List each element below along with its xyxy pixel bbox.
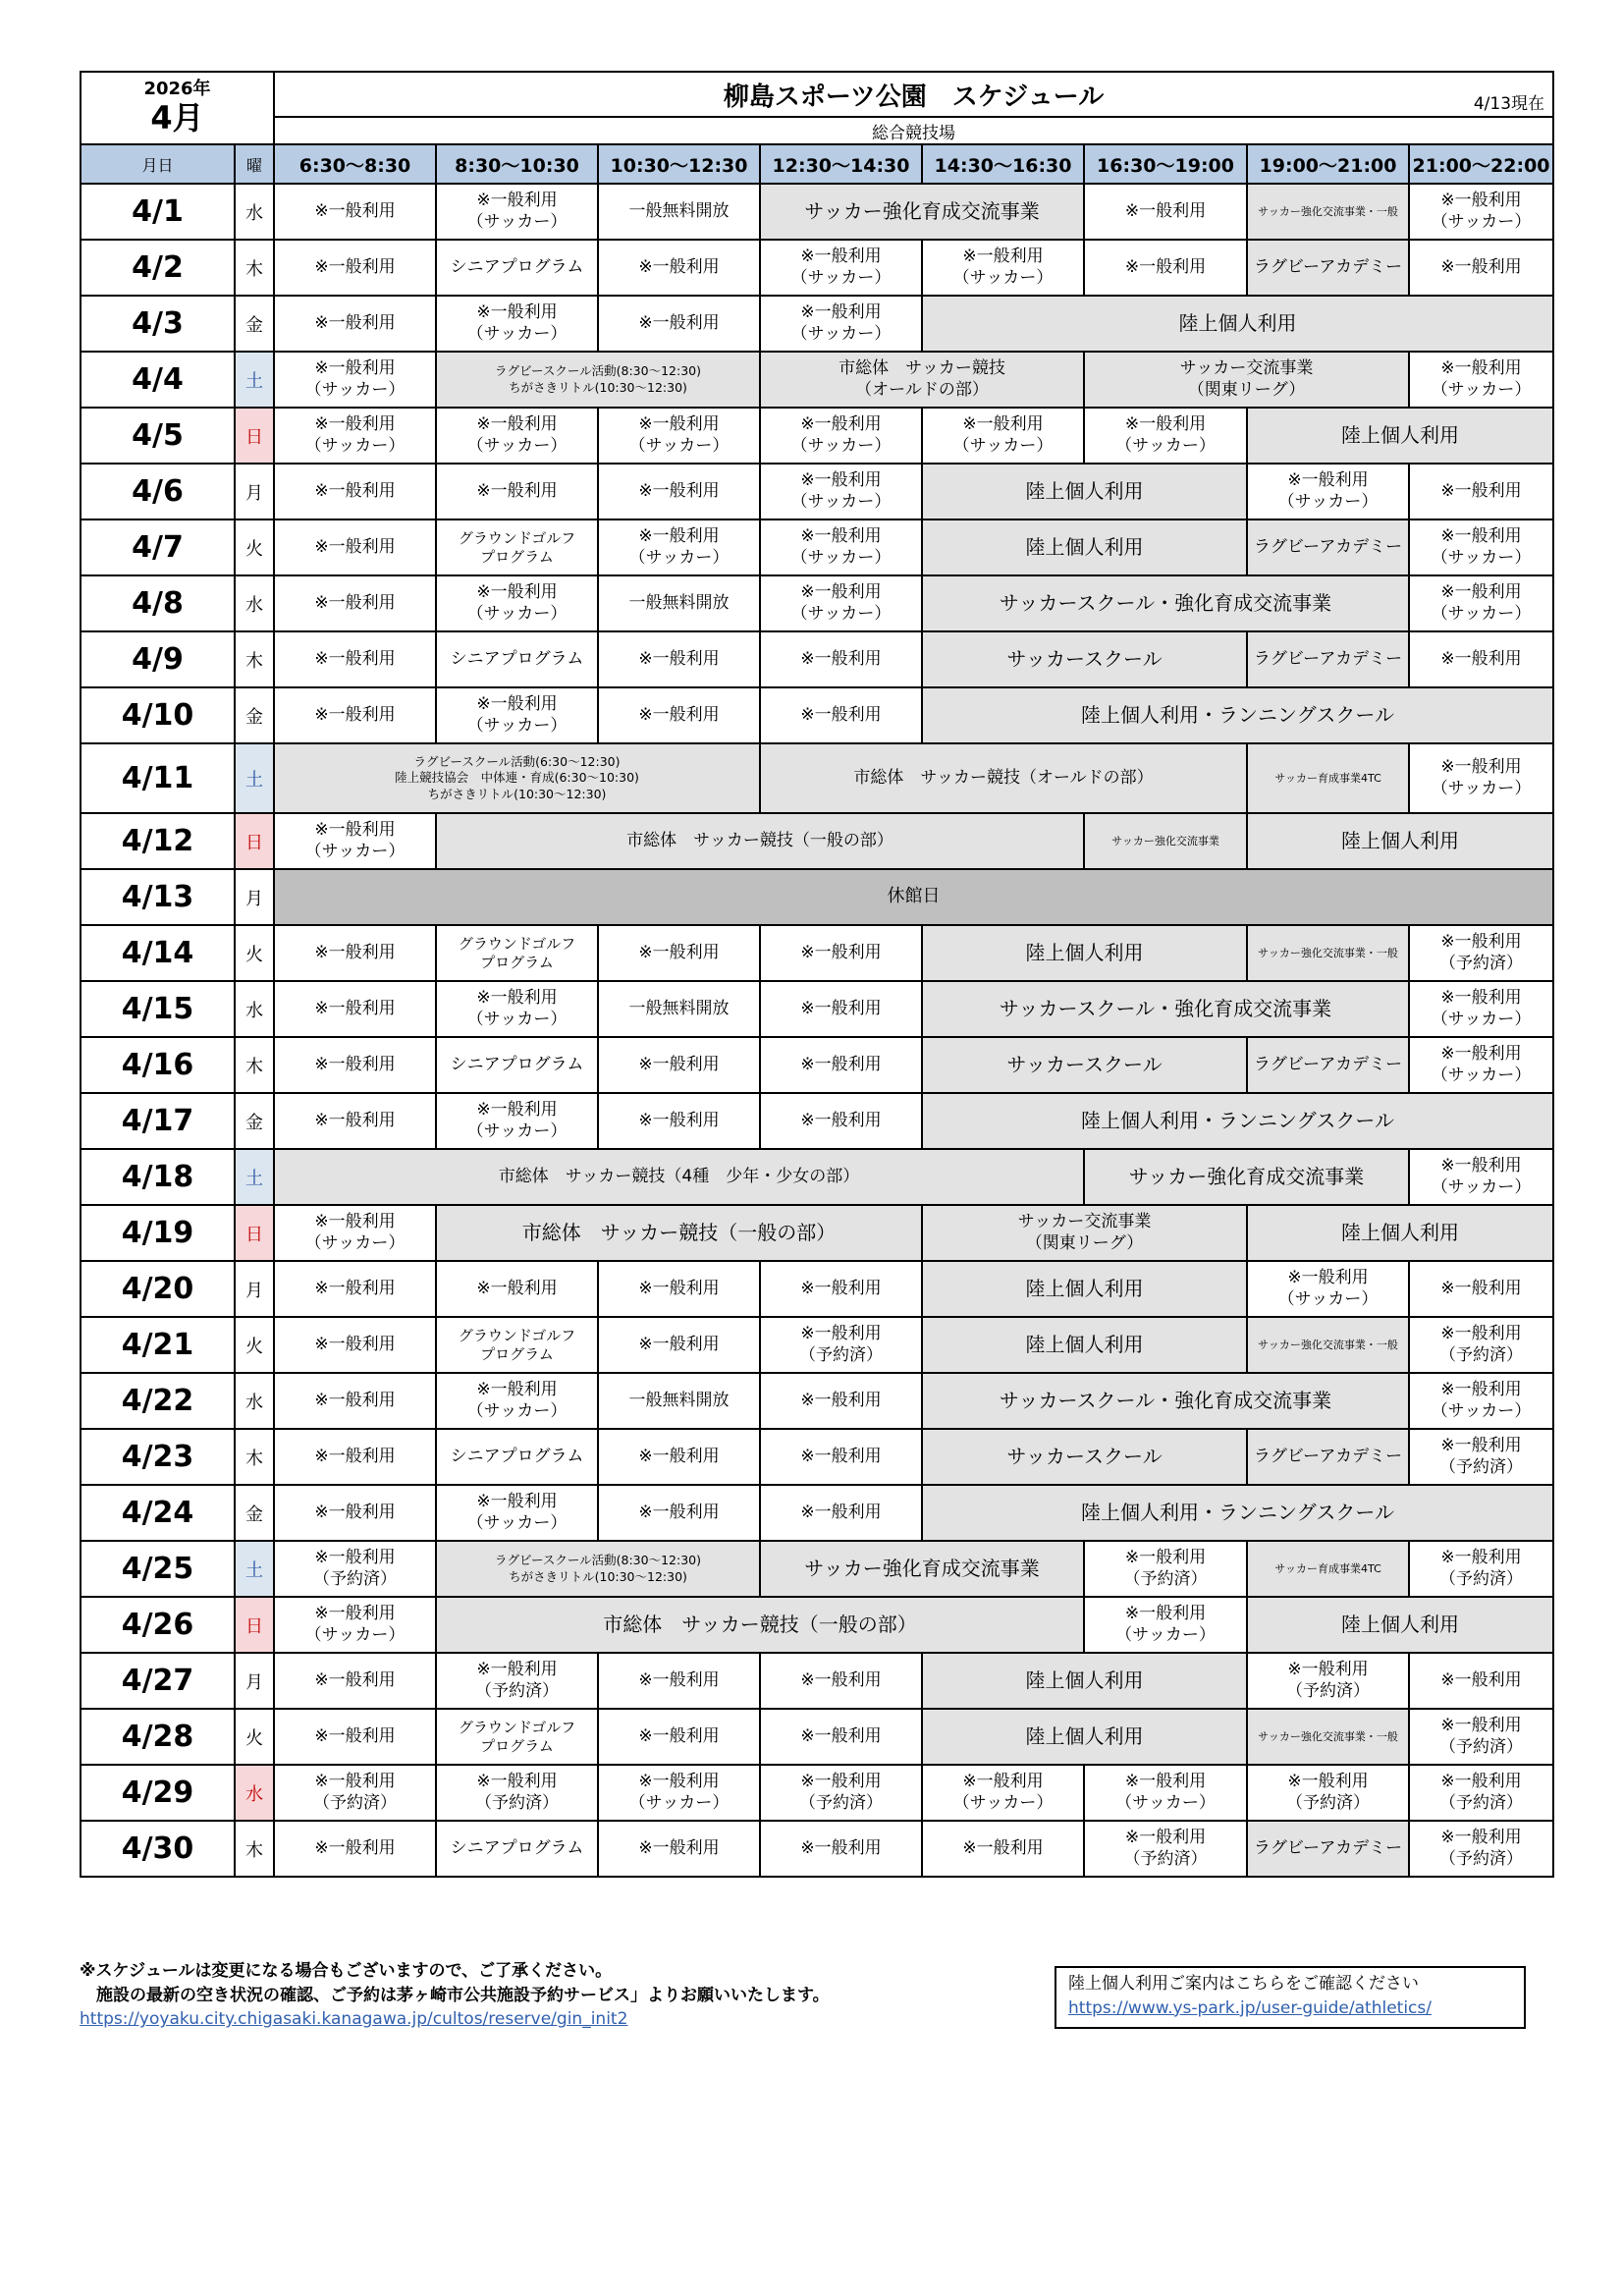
schedule-cell: シニアプログラム: [436, 1821, 598, 1877]
schedule-cell: ※一般利用: [922, 1821, 1084, 1877]
schedule-cell: ※一般利用: [1409, 240, 1553, 296]
schedule-row: [81, 687, 1553, 743]
schedule-row: [81, 575, 1553, 631]
schedule-cell: ※一般利用 （予約済）: [1084, 1541, 1247, 1597]
schedule-cell: ※一般利用: [1409, 1653, 1553, 1709]
schedule-cell: ※一般利用: [598, 1653, 760, 1709]
schedule-cell: ※一般利用: [274, 631, 436, 687]
row-date: 4/27: [81, 1653, 235, 1709]
schedule-cell: ※一般利用: [274, 1317, 436, 1373]
row-weekday: 日: [235, 813, 274, 869]
schedule-cell: シニアプログラム: [436, 1037, 598, 1093]
schedule-cell: 市総体 サッカー競技（4種 少年・少女の部）: [274, 1149, 1084, 1205]
schedule-cell: ※一般利用 （サッカー）: [436, 1093, 598, 1149]
schedule-cell: サッカースクール・強化育成交流事業: [922, 1373, 1409, 1429]
schedule-row: [81, 1261, 1553, 1317]
schedule-cell: ※一般利用 （予約済）: [1084, 1821, 1247, 1877]
row-weekday: 月: [235, 464, 274, 519]
note-line-2: 施設の最新の空き状況の確認、ご予約は茅ヶ崎市公共施設予約サービス」よりお願いいたします。: [80, 1985, 830, 2005]
schedule-cell: 陸上個人利用: [922, 925, 1247, 981]
schedule-cell: ※一般利用 （サッカー）: [1409, 981, 1553, 1037]
row-weekday: 水: [235, 1373, 274, 1429]
schedule-cell: ※一般利用 （サッカー）: [1084, 1765, 1247, 1821]
schedule-row: [81, 184, 1553, 240]
schedule-cell: サッカー交流事業 （関東リーグ）: [922, 1205, 1247, 1261]
schedule-cell: ※一般利用 （サッカー）: [436, 687, 598, 743]
schedule-cell: ラグビーアカデミー: [1247, 1821, 1409, 1877]
schedule-cell: ※一般利用: [274, 925, 436, 981]
schedule-cell: ※一般利用: [1409, 1261, 1553, 1317]
schedule-cell: グラウンドゴルフ プログラム: [436, 1317, 598, 1373]
schedule-cell: ※一般利用 （サッカー）: [436, 575, 598, 631]
schedule-cell: 陸上個人利用: [1247, 408, 1553, 464]
time-slot-header: 19:00～21:00: [1247, 144, 1409, 184]
row-date: 4/25: [81, 1541, 235, 1597]
schedule-cell: ※一般利用 （サッカー）: [274, 408, 436, 464]
schedule-cell: サッカースクール: [922, 1429, 1247, 1485]
page-title-cell: [274, 72, 1553, 117]
schedule-cell: サッカー強化育成交流事業: [760, 184, 1084, 240]
schedule-row: [81, 1653, 1553, 1709]
row-date: 4/22: [81, 1373, 235, 1429]
row-weekday: 金: [235, 296, 274, 352]
schedule-cell: ※一般利用 （サッカー）: [274, 813, 436, 869]
schedule-cell: ※一般利用 （予約済）: [760, 1317, 922, 1373]
schedule-cell: ※一般利用 （予約済）: [436, 1653, 598, 1709]
schedule-cell: ※一般利用 （サッカー）: [1409, 1373, 1553, 1429]
schedule-cell: ※一般利用: [274, 1373, 436, 1429]
schedule-cell: ※一般利用 （予約済）: [1247, 1765, 1409, 1821]
schedule-cell: ※一般利用: [274, 1821, 436, 1877]
schedule-cell: ※一般利用 （サッカー）: [1247, 464, 1409, 519]
schedule-row: [81, 1149, 1553, 1205]
footer-notes: [80, 1959, 830, 2032]
schedule-cell: ※一般利用: [598, 296, 760, 352]
row-date: 4/6: [81, 464, 235, 519]
schedule-row: [81, 519, 1553, 575]
schedule-cell: サッカースクール・強化育成交流事業: [922, 575, 1409, 631]
schedule-cell: ※一般利用: [760, 1373, 922, 1429]
row-weekday: 木: [235, 1821, 274, 1877]
schedule-cell: ※一般利用 （サッカー）: [436, 981, 598, 1037]
schedule-cell: ※一般利用 （サッカー）: [1409, 352, 1553, 408]
schedule-cell: ※一般利用: [1409, 631, 1553, 687]
row-date: 4/3: [81, 296, 235, 352]
schedule-cell: ※一般利用: [760, 1821, 922, 1877]
schedule-cell: ※一般利用: [760, 1485, 922, 1541]
schedule-cell: ※一般利用: [760, 981, 922, 1037]
schedule-row: [81, 1373, 1553, 1429]
month-label: 4月: [150, 98, 204, 137]
schedule-cell: ※一般利用 （予約済）: [1409, 1429, 1553, 1485]
row-date: 4/1: [81, 184, 235, 240]
schedule-row: [81, 240, 1553, 296]
schedule-cell: ※一般利用 （サッカー）: [1409, 519, 1553, 575]
schedule-cell: サッカー強化交流事業: [1084, 813, 1247, 869]
schedule-cell: ※一般利用: [274, 981, 436, 1037]
schedule-cell: ※一般利用 （サッカー）: [922, 408, 1084, 464]
schedule-cell: サッカー強化交流事業・一般: [1247, 1709, 1409, 1765]
schedule-cell: ※一般利用 （予約済）: [760, 1765, 922, 1821]
schedule-row: [81, 1597, 1553, 1653]
athletics-info-link[interactable]: https://www.ys-park.jp/user-guide/athletics/: [1068, 1997, 1432, 2018]
schedule-cell: サッカースクール: [922, 631, 1247, 687]
row-date: 4/12: [81, 813, 235, 869]
schedule-sheet: [80, 71, 1552, 1878]
row-weekday: 木: [235, 1429, 274, 1485]
col-dow-header: 曜: [235, 144, 274, 184]
schedule-cell: ※一般利用 （サッカー）: [760, 408, 922, 464]
schedule-cell: ※一般利用: [760, 1653, 922, 1709]
schedule-row: [81, 631, 1553, 687]
closed-day-cell: 休館日: [274, 869, 1553, 925]
venue-name: 総合競技場: [274, 117, 1553, 144]
schedule-cell: ※一般利用: [760, 687, 922, 743]
schedule-cell: 陸上個人利用: [922, 1653, 1247, 1709]
schedule-cell: ※一般利用: [274, 1261, 436, 1317]
athletics-info-box: [1055, 1966, 1526, 2029]
row-date: 4/16: [81, 1037, 235, 1093]
schedule-cell: 市総体 サッカー競技（一般の部）: [436, 1597, 1084, 1653]
schedule-cell: サッカー強化育成交流事業: [760, 1541, 1084, 1597]
schedule-cell: 陸上個人利用・ランニングスクール: [922, 687, 1553, 743]
schedule-cell: ※一般利用 （予約済）: [274, 1541, 436, 1597]
schedule-row: [81, 352, 1553, 408]
schedule-cell: ※一般利用: [274, 296, 436, 352]
row-date: 4/5: [81, 408, 235, 464]
schedule-cell: ※一般利用 （サッカー）: [1409, 743, 1553, 813]
schedule-cell: サッカー育成事業4TC: [1247, 743, 1409, 813]
schedule-cell: ※一般利用 （サッカー）: [598, 408, 760, 464]
row-date: 4/23: [81, 1429, 235, 1485]
row-weekday: 土: [235, 1149, 274, 1205]
schedule-cell: ※一般利用 （サッカー）: [436, 296, 598, 352]
schedule-cell: ※一般利用 （サッカー）: [598, 519, 760, 575]
row-date: 4/21: [81, 1317, 235, 1373]
schedule-cell: 陸上個人利用・ランニングスクール: [922, 1485, 1553, 1541]
schedule-row: [81, 869, 1553, 925]
schedule-row: [81, 296, 1553, 352]
schedule-cell: グラウンドゴルフ プログラム: [436, 519, 598, 575]
schedule-cell: 陸上個人利用・ランニングスクール: [922, 1093, 1553, 1149]
schedule-cell: ※一般利用: [274, 1429, 436, 1485]
schedule-cell: ※一般利用 （サッカー）: [760, 464, 922, 519]
schedule-cell: ※一般利用: [598, 1709, 760, 1765]
schedule-cell: 市総体 サッカー競技（オールドの部）: [760, 743, 1247, 813]
schedule-cell: ※一般利用 （サッカー）: [274, 352, 436, 408]
reservation-link[interactable]: https://yoyaku.city.chigasaki.kanagawa.jp/cultos/reserve/gin_init2: [80, 2009, 628, 2030]
note-line-1: ※スケジュールは変更になる場合もございますので、ご了承ください。: [80, 1961, 613, 1981]
as-of-date: 4/13現在: [1473, 94, 1545, 114]
schedule-cell: ※一般利用 （サッカー）: [1409, 1149, 1553, 1205]
column-header-row: [81, 144, 1553, 184]
schedule-cell: ※一般利用 （サッカー）: [760, 296, 922, 352]
schedule-cell: ※一般利用: [274, 1653, 436, 1709]
schedule-cell: ※一般利用 （予約済）: [436, 1765, 598, 1821]
schedule-cell: ※一般利用 （サッカー）: [1409, 184, 1553, 240]
schedule-row: [81, 1765, 1553, 1821]
row-weekday: 木: [235, 1037, 274, 1093]
schedule-cell: サッカー強化交流事業・一般: [1247, 1317, 1409, 1373]
schedule-cell: ※一般利用: [274, 575, 436, 631]
schedule-cell: ※一般利用 （サッカー）: [922, 240, 1084, 296]
row-weekday: 月: [235, 1261, 274, 1317]
row-date: 4/2: [81, 240, 235, 296]
row-weekday: 金: [235, 1093, 274, 1149]
schedule-row: [81, 1317, 1553, 1373]
schedule-row: [81, 1093, 1553, 1149]
schedule-cell: ※一般利用: [760, 1261, 922, 1317]
col-date-header: 月日: [81, 144, 235, 184]
schedule-row: [81, 981, 1553, 1037]
schedule-cell: サッカースクール: [922, 1037, 1247, 1093]
row-date: 4/10: [81, 687, 235, 743]
schedule-cell: ※一般利用: [274, 184, 436, 240]
schedule-cell: ※一般利用 （サッカー）: [598, 1765, 760, 1821]
schedule-cell: ※一般利用: [598, 1429, 760, 1485]
row-date: 4/18: [81, 1149, 235, 1205]
schedule-cell: ※一般利用 （予約済）: [1409, 1709, 1553, 1765]
schedule-cell: ※一般利用: [760, 925, 922, 981]
schedule-row: [81, 1037, 1553, 1093]
row-weekday: 金: [235, 687, 274, 743]
schedule-row: [81, 464, 1553, 519]
schedule-cell: 陸上個人利用: [922, 296, 1553, 352]
schedule-row: [81, 925, 1553, 981]
schedule-row: [81, 1821, 1553, 1877]
schedule-cell: ※一般利用: [598, 925, 760, 981]
schedule-cell: ※一般利用: [1084, 184, 1247, 240]
schedule-cell: ※一般利用 （サッカー）: [436, 408, 598, 464]
schedule-cell: ※一般利用 （サッカー）: [1409, 575, 1553, 631]
schedule-cell: 陸上個人利用: [922, 1261, 1247, 1317]
schedule-cell: ※一般利用: [436, 464, 598, 519]
schedule-cell: サッカースクール・強化育成交流事業: [922, 981, 1409, 1037]
schedule-cell: ※一般利用: [760, 631, 922, 687]
schedule-cell: ※一般利用 （予約済）: [274, 1765, 436, 1821]
time-slot-header: 6:30～8:30: [274, 144, 436, 184]
schedule-cell: ※一般利用: [274, 1037, 436, 1093]
schedule-cell: サッカー強化交流事業・一般: [1247, 925, 1409, 981]
time-slot-header: 10:30～12:30: [598, 144, 760, 184]
schedule-cell: 一般無料開放: [598, 184, 760, 240]
year-month-cell: [81, 72, 274, 144]
row-date: 4/28: [81, 1709, 235, 1765]
row-weekday: 金: [235, 1485, 274, 1541]
schedule-cell: ※一般利用: [760, 1037, 922, 1093]
schedule-cell: ※一般利用 （サッカー）: [760, 519, 922, 575]
row-weekday: 土: [235, 1541, 274, 1597]
schedule-row: [81, 743, 1553, 813]
schedule-cell: ラグビースクール活動(6:30～12:30) 陸上競技協会 中体連・育成(6:30～10:30) ちがさきリトル(10:30～12:30): [274, 743, 760, 813]
schedule-cell: ※一般利用: [598, 631, 760, 687]
schedule-cell: ※一般利用 （サッカー）: [436, 1373, 598, 1429]
row-weekday: 木: [235, 240, 274, 296]
schedule-cell: 陸上個人利用: [1247, 1597, 1553, 1653]
time-slot-header: 12:30～14:30: [760, 144, 922, 184]
schedule-cell: ※一般利用: [598, 240, 760, 296]
schedule-cell: 陸上個人利用: [922, 1317, 1247, 1373]
schedule-cell: グラウンドゴルフ プログラム: [436, 1709, 598, 1765]
schedule-cell: ※一般利用: [598, 1093, 760, 1149]
schedule-cell: ラグビーアカデミー: [1247, 240, 1409, 296]
schedule-cell: ※一般利用: [598, 1821, 760, 1877]
row-date: 4/29: [81, 1765, 235, 1821]
schedule-cell: ※一般利用: [436, 1261, 598, 1317]
schedule-cell: ※一般利用 （サッカー）: [1247, 1261, 1409, 1317]
schedule-row: [81, 1429, 1553, 1485]
schedule-cell: ※一般利用: [598, 1037, 760, 1093]
schedule-cell: ※一般利用 （サッカー）: [274, 1205, 436, 1261]
schedule-cell: ※一般利用: [760, 1429, 922, 1485]
schedule-cell: ラグビーアカデミー: [1247, 1429, 1409, 1485]
schedule-cell: ※一般利用: [274, 1709, 436, 1765]
row-weekday: 水: [235, 1765, 274, 1821]
schedule-cell: ※一般利用 （サッカー）: [922, 1765, 1084, 1821]
row-date: 4/26: [81, 1597, 235, 1653]
schedule-cell: ※一般利用 （サッカー）: [436, 1485, 598, 1541]
athletics-info-text: 陸上個人利用ご案内はこちらをご確認ください: [1068, 1974, 1419, 1994]
row-date: 4/15: [81, 981, 235, 1037]
row-date: 4/7: [81, 519, 235, 575]
schedule-cell: ※一般利用: [760, 1709, 922, 1765]
time-slot-header: 16:30～19:00: [1084, 144, 1247, 184]
schedule-cell: ※一般利用 （サッカー）: [760, 240, 922, 296]
schedule-cell: サッカー強化育成交流事業: [1084, 1149, 1409, 1205]
row-weekday: 日: [235, 1205, 274, 1261]
row-weekday: 木: [235, 631, 274, 687]
schedule-row: [81, 1541, 1553, 1597]
schedule-cell: ※一般利用: [598, 1261, 760, 1317]
page-title: 柳島スポーツ公園 スケジュール: [723, 82, 1105, 112]
row-weekday: 水: [235, 981, 274, 1037]
schedule-cell: 市総体 サッカー競技 （オールドの部）: [760, 352, 1084, 408]
schedule-cell: ※一般利用 （予約済）: [1247, 1653, 1409, 1709]
schedule-cell: ※一般利用: [274, 687, 436, 743]
row-weekday: 月: [235, 869, 274, 925]
schedule-cell: ※一般利用 （サッカー）: [1084, 1597, 1247, 1653]
row-date: 4/20: [81, 1261, 235, 1317]
schedule-cell: サッカー育成事業4TC: [1247, 1541, 1409, 1597]
schedule-cell: ※一般利用 （予約済）: [1409, 1541, 1553, 1597]
schedule-cell: ※一般利用 （サッカー）: [760, 575, 922, 631]
schedule-cell: ※一般利用: [598, 1317, 760, 1373]
row-date: 4/11: [81, 743, 235, 813]
row-date: 4/24: [81, 1485, 235, 1541]
schedule-cell: ※一般利用 （サッカー）: [436, 184, 598, 240]
row-weekday: 日: [235, 408, 274, 464]
row-weekday: 水: [235, 575, 274, 631]
schedule-cell: ラグビーアカデミー: [1247, 631, 1409, 687]
row-date: 4/8: [81, 575, 235, 631]
schedule-cell: ※一般利用 （予約済）: [1409, 1317, 1553, 1373]
schedule-cell: ラグビーアカデミー: [1247, 1037, 1409, 1093]
schedule-cell: ※一般利用: [760, 1093, 922, 1149]
year-label: 2026年: [143, 79, 211, 100]
row-weekday: 土: [235, 352, 274, 408]
schedule-cell: サッカー強化交流事業・一般: [1247, 184, 1409, 240]
schedule-row: [81, 813, 1553, 869]
schedule-cell: 一般無料開放: [598, 1373, 760, 1429]
row-weekday: 月: [235, 1653, 274, 1709]
row-date: 4/4: [81, 352, 235, 408]
schedule-row: [81, 1485, 1553, 1541]
row-date: 4/17: [81, 1093, 235, 1149]
schedule-cell: 市総体 サッカー競技（一般の部）: [436, 1205, 922, 1261]
time-slot-header: 8:30～10:30: [436, 144, 598, 184]
schedule-cell: ※一般利用 （サッカー）: [274, 1597, 436, 1653]
schedule-cell: 陸上個人利用: [1247, 1205, 1553, 1261]
schedule-cell: シニアプログラム: [436, 240, 598, 296]
row-weekday: 火: [235, 925, 274, 981]
schedule-cell: ※一般利用: [598, 687, 760, 743]
row-weekday: 日: [235, 1597, 274, 1653]
schedule-cell: ラグビーアカデミー: [1247, 519, 1409, 575]
schedule-row: [81, 1205, 1553, 1261]
row-date: 4/19: [81, 1205, 235, 1261]
schedule-cell: 市総体 サッカー競技（一般の部）: [436, 813, 1084, 869]
schedule-table: [80, 71, 1554, 1878]
time-slot-header: 21:00～22:00: [1409, 144, 1553, 184]
row-weekday: 火: [235, 1317, 274, 1373]
schedule-cell: ラグビースクール活動(8:30～12:30) ちがさきリトル(10:30～12:30): [436, 352, 760, 408]
schedule-cell: グラウンドゴルフ プログラム: [436, 925, 598, 981]
schedule-cell: 陸上個人利用: [922, 464, 1247, 519]
row-weekday: 火: [235, 1709, 274, 1765]
schedule-cell: ※一般利用 （予約済）: [1409, 1765, 1553, 1821]
schedule-cell: ※一般利用 （サッカー）: [1084, 408, 1247, 464]
row-date: 4/30: [81, 1821, 235, 1877]
row-weekday: 火: [235, 519, 274, 575]
schedule-cell: 陸上個人利用: [922, 1709, 1247, 1765]
schedule-cell: 一般無料開放: [598, 981, 760, 1037]
row-date: 4/9: [81, 631, 235, 687]
schedule-cell: 陸上個人利用: [922, 519, 1247, 575]
schedule-row: [81, 1709, 1553, 1765]
schedule-cell: ※一般利用: [598, 464, 760, 519]
schedule-cell: ※一般利用: [274, 464, 436, 519]
schedule-cell: 一般無料開放: [598, 575, 760, 631]
schedule-row: [81, 408, 1553, 464]
schedule-cell: ※一般利用 （予約済）: [1409, 925, 1553, 981]
schedule-cell: サッカー交流事業 （関東リーグ）: [1084, 352, 1409, 408]
schedule-cell: 陸上個人利用: [1247, 813, 1553, 869]
schedule-cell: ※一般利用: [274, 1093, 436, 1149]
schedule-cell: ※一般利用: [274, 240, 436, 296]
schedule-cell: ラグビースクール活動(8:30～12:30) ちがさきリトル(10:30～12:30): [436, 1541, 760, 1597]
schedule-cell: ※一般利用 （サッカー）: [1409, 1037, 1553, 1093]
schedule-cell: ※一般利用: [274, 1485, 436, 1541]
schedule-cell: ※一般利用: [274, 519, 436, 575]
schedule-cell: ※一般利用 （予約済）: [1409, 1821, 1553, 1877]
time-slot-header: 14:30～16:30: [922, 144, 1084, 184]
row-date: 4/14: [81, 925, 235, 981]
row-weekday: 土: [235, 743, 274, 813]
row-weekday: 水: [235, 184, 274, 240]
schedule-cell: ※一般利用: [1409, 464, 1553, 519]
schedule-cell: シニアプログラム: [436, 1429, 598, 1485]
schedule-cell: ※一般利用: [598, 1485, 760, 1541]
row-date: 4/13: [81, 869, 235, 925]
schedule-cell: シニアプログラム: [436, 631, 598, 687]
schedule-cell: ※一般利用: [1084, 240, 1247, 296]
